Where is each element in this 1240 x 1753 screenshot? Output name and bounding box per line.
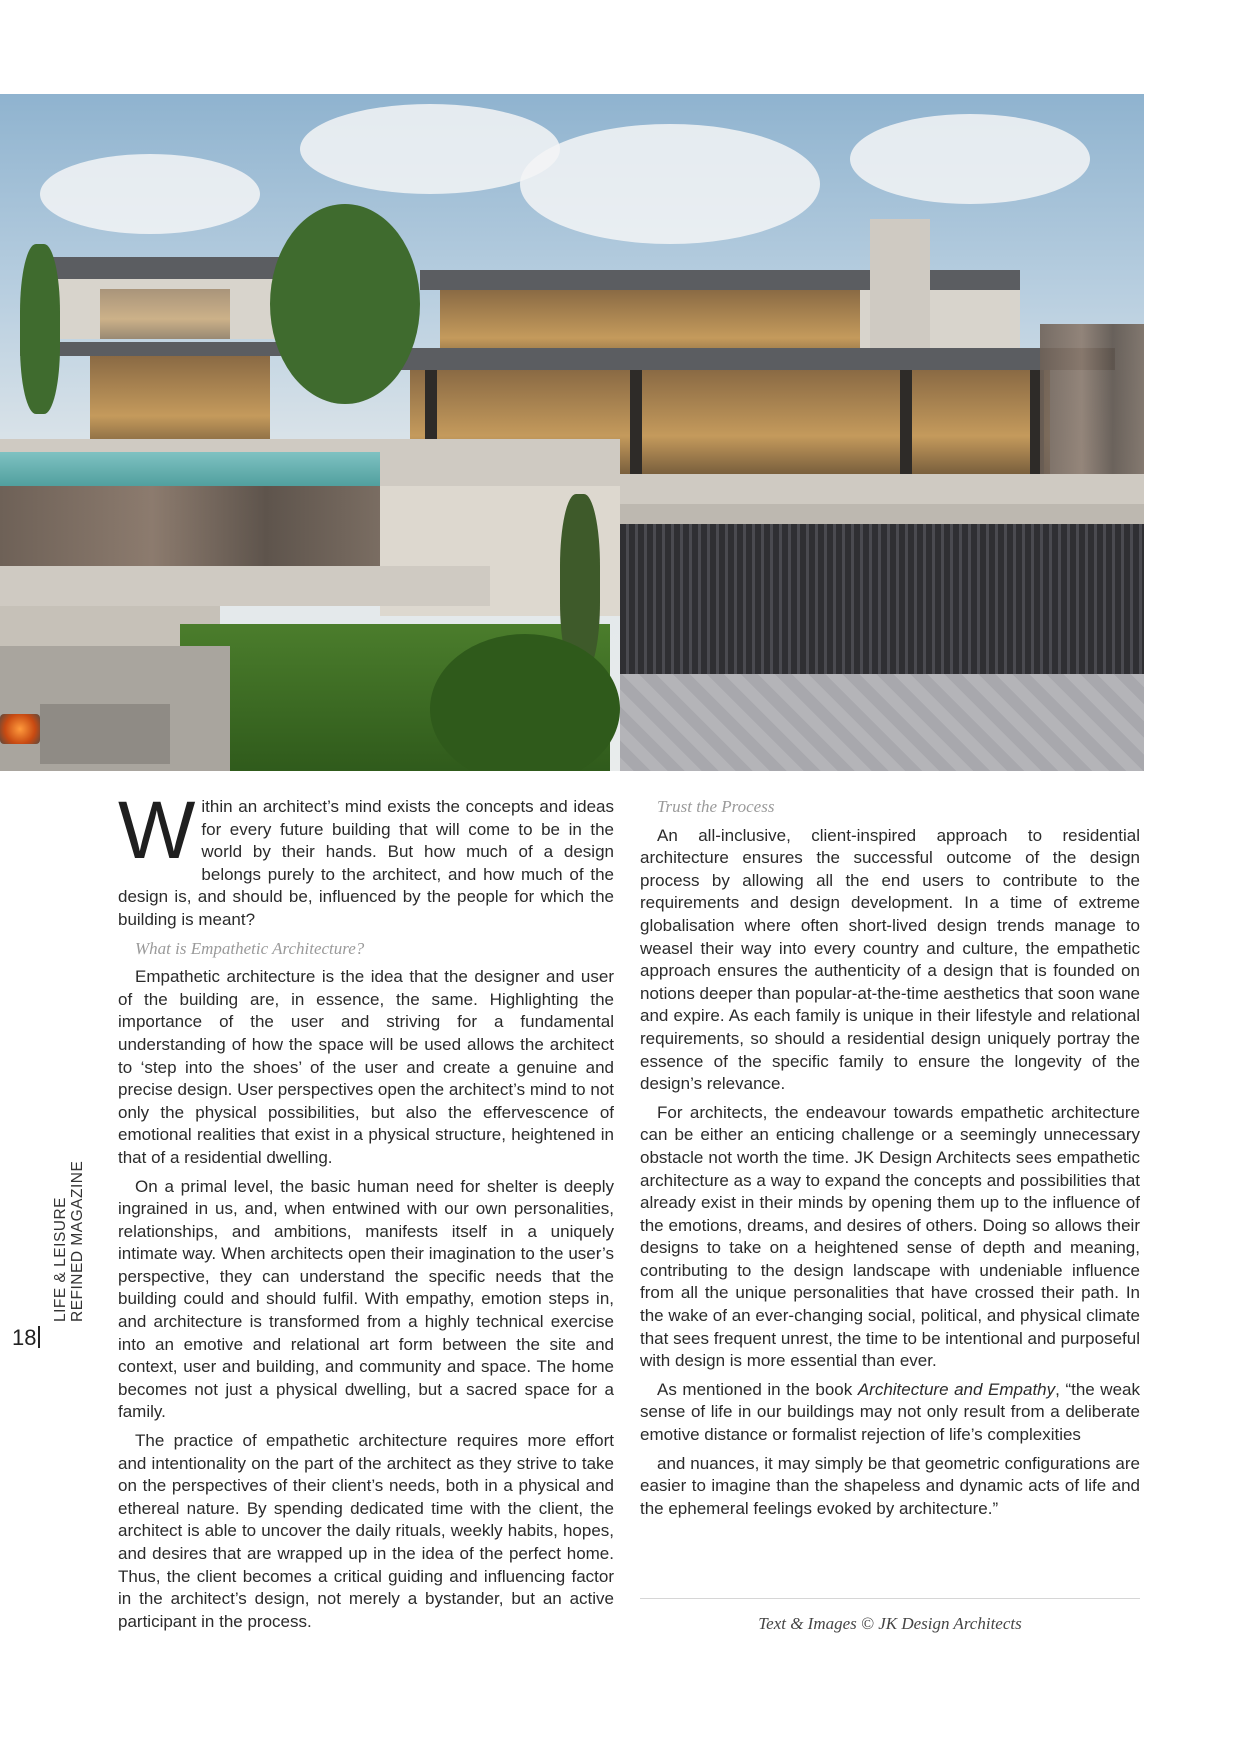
quote-lead: As mentioned in the book xyxy=(657,1379,858,1399)
intro-text: ithin an architect’s mind exists the concepts and ideas for every future building that will come to be in the world by their hands. But how much of a design belongs purely to the architect, and how much of the design is, and should be, influenced by the people for which the building is meant? xyxy=(118,797,614,929)
subheading-trust: Trust the Process xyxy=(657,797,775,816)
paragraph: and nuances, it may simply be that geometric configurations are easier to imagine than the shapeless and dynamic acts of life and the ephemeral feelings evoked by architecture.” xyxy=(640,1453,1140,1518)
paragraph: Empathetic architecture is the idea that the designer and user of the building are, in essence, the same. Highlighting the importance of the user and striving for a fundamental understanding of how the space will be used allows the architect to ‘step into the shoes’ of the user and create a genuine and precise design. User perspectives open the architect’s mind to not only the physical possibilities, but also the effervescence of emotional realities that exist in a physical structure, heightened in that of a residential dwelling. xyxy=(118,967,614,1167)
subheading-empathetic: What is Empathetic Architecture? xyxy=(135,938,365,958)
magazine-line1: LIFE & LEISURE xyxy=(52,1196,69,1322)
hero-photo xyxy=(0,94,1144,771)
paragraph: An all-inclusive, client-inspired approach to residential architecture ensures the successful outcome of the design process by allowing all the end users to contribute to the requirements and design development. In a time of extreme globalisation where often short-lived design trends manage to weasel their way into every country and culture, the empathetic approach ensures the authenticity of a design that is founded on notions deeper than popular-at-the-time aesthetics that soon wane and expire. As each family is unique in their lifestyle and relational requirements, so should a residential design uniquely portray the essence of the specific family to ensure the longevity of the design’s relevance. xyxy=(640,825,1140,1094)
credit-divider xyxy=(640,1598,1140,1599)
quote-paragraph xyxy=(640,1379,1140,1447)
page-number: 18 xyxy=(12,1325,37,1350)
paragraph: The practice of empathetic architecture requires more effort and intentionality on the part of the architect as they strive to take on the perspectives of their client’s needs, both in a physical and ethereal nature. By spending dedicated time with the client, the architect is able to uncover the daily rituals, weekly habits, hopes, and desires that are wrapped up in the idea of the perfect home. Thus, the client becomes a critical guiding and influencing factor in the architect’s design, not merely a bystander, but an active participant in the process. xyxy=(118,1431,614,1631)
magazine-name xyxy=(52,1132,86,1322)
quote-text: , “the weak sense of life in our buildings may not only result from a deliberate emotive distance or formalist rejection of life’s complexities xyxy=(640,1379,1140,1445)
magazine-line2: REFINED MAGAZINE xyxy=(69,1160,86,1322)
article-column-left xyxy=(118,785,614,1639)
book-title: Architecture and Empathy xyxy=(857,1379,1056,1399)
paragraph: On a primal level, the basic human need for shelter is deeply ingrained in us, and, when entwined with our own personalities, relationships, and ambitions, manifests itself in a uniquely intimate way. When architects open their imagination to the user’s perspective, they can understand the specific needs that the building could and should fulfil. With empathy, emotion steps in, and architecture is transformed from a highly technical exercise into an emotive and relational art form between the site and context, user and building, and community and space. The home becomes not just a physical dwelling, but a sacred space for a family. xyxy=(118,1176,614,1422)
intro-paragraph xyxy=(118,785,614,932)
paragraph: For architects, the endeavour towards empathetic architecture can be either an enticing challenge or a seemingly unnecessary obstacle not worth the time. JK Design Architects sees empathetic architecture as a way to expand the concepts and possibilities that already exist in their minds by opening them up to the influence of the emotions, dreams, and desires of others. Doing so allows their designs to take on a heightened sense of depth and meaning, contributing to the design landscape with undeniable influence from all the unique personalities that have crossed their path. In the wake of an ever-changing social, political, and physical climate that sees frequent unrest, the time to be intentional and purposeful with design is more essential than ever. xyxy=(640,1102,1140,1371)
article-column-right xyxy=(640,796,1140,1526)
image-credit: Text & Images © JK Design Architects xyxy=(758,1614,1022,1633)
side-divider xyxy=(38,1326,40,1348)
drop-cap: W xyxy=(118,785,196,876)
